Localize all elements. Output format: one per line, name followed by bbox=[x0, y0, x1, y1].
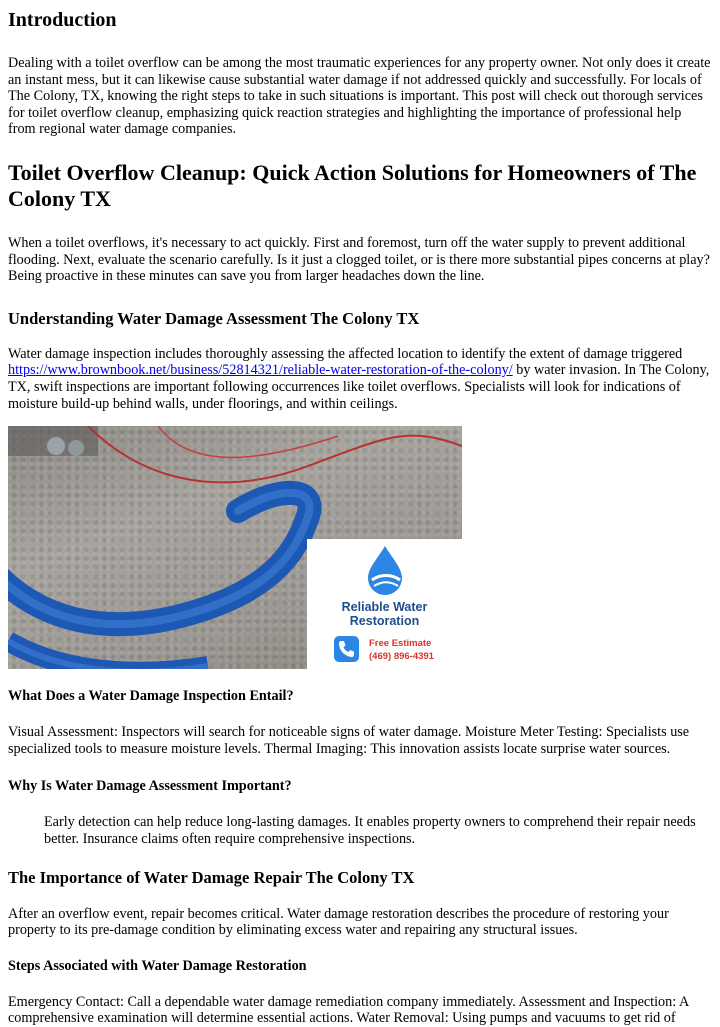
intro-paragraph: Dealing with a toilet overflow can be among the most traumatic experiences for any property owner. Not only does it create an instant mess, but it can likewise cause substantial water damage if not addressed quickly and successfully. For locals of The Colony, TX, knowing the right steps to take in such situations is important. This post will check out thorough services for toilet overflow cleanup, emphasizing quick reaction strategies and highlighting the importance of professional help from regional water damage companies. bbox=[8, 55, 711, 138]
toilet-overflow-paragraph: When a toilet overflows, it's necessary to act quickly. First and foremost, turn off the water supply to prevent additional flooding. Next, evaluate the scenario carefully. Is it just a clogged toilet, or is there more substantial pipes concerns at play? Being proactive in these minutes can save you from larger headaches down the line. bbox=[8, 234, 710, 285]
brand-line-2: Restoration bbox=[349, 614, 420, 629]
estimate-block bbox=[369, 637, 434, 663]
water-drop-icon bbox=[364, 544, 406, 596]
inspection-heading: What Does a Water Damage Inspection Entail? bbox=[8, 688, 294, 705]
why-assessment-paragraph: Early detection can help reduce long-lasting damages. It enables property owners to comprehend their repair needs better. Insurance claims often require comprehensive inspections. bbox=[44, 814, 696, 847]
promo-card bbox=[307, 539, 462, 669]
phone-icon bbox=[334, 636, 359, 662]
brand-name bbox=[307, 600, 462, 628]
brownbook-link[interactable]: https://www.brownbook.net/business/52814321/reliable-water-restoration-of-the-colony/ bbox=[8, 362, 513, 379]
hose-carpet-photo bbox=[8, 426, 462, 669]
understanding-heading: Understanding Water Damage Assessment The Colony TX bbox=[8, 308, 420, 328]
inspection-paragraph: Visual Assessment: Inspectors will search for noticeable signs of water damage. Moisture Meter Testing: Specialists use specialized tools to measure moisture levels. Thermal Imaging: This innovation assists locate surprise water sources. bbox=[8, 724, 690, 757]
toilet-overflow-heading: Toilet Overflow Cleanup: Quick Action Solutions for Homeowners of The Colony TX bbox=[8, 159, 697, 211]
understanding-text-after: by water invasion. In The Colony, TX, swift inspections are important following occurrences like toilet overflows. Specialists will look for indications of moisture build-up behind walls, under floorings, and within ceilings. bbox=[8, 362, 710, 412]
brand-line-1: Reliable Water bbox=[341, 600, 428, 615]
understanding-paragraph bbox=[8, 346, 712, 412]
intro-heading: Introduction bbox=[8, 9, 117, 31]
importance-paragraph: After an overflow event, repair becomes critical. Water damage restoration describes the procedure of restoring your property to its pre-damage condition by eliminating excess water and repairing any structural issues. bbox=[8, 905, 669, 939]
phone-number: (469) 896-4391 bbox=[369, 651, 434, 663]
free-estimate-label: Free Estimate bbox=[369, 638, 432, 650]
importance-heading: The Importance of Water Damage Repair The Colony TX bbox=[8, 867, 415, 887]
why-assessment-heading: Why Is Water Damage Assessment Important? bbox=[8, 778, 292, 795]
steps-paragraph: Emergency Contact: Call a dependable water damage remediation company immediately. Assessment and Inspection: A comprehensive examination will determine essential actions. Water Removal: Using pumps and vacuums to get rid of bbox=[8, 993, 689, 1027]
understanding-text-before: Water damage inspection includes thoroughly assessing the affected location to identify the extent of damage triggered bbox=[8, 345, 683, 362]
steps-heading: Steps Associated with Water Damage Restoration bbox=[8, 957, 307, 974]
